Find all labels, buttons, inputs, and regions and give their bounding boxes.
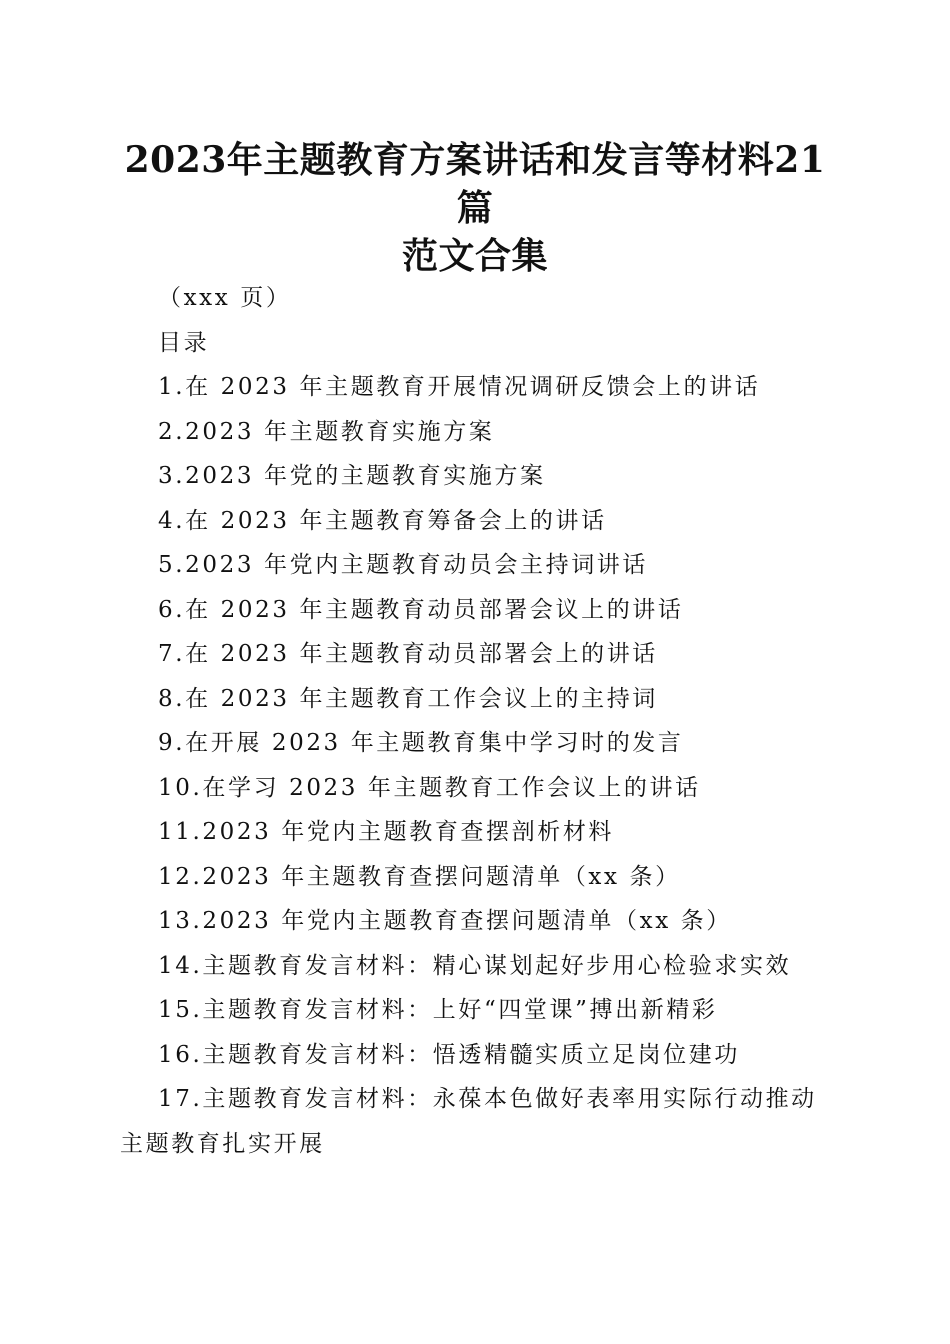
toc-item: 8.在 2023 年主题教育工作会议上的主持词 <box>158 685 658 712</box>
toc-item: 14.主题教育发言材料：精心谋划起好步用心检验求实效 <box>158 952 792 979</box>
toc-item: 2.2023 年主题教育实施方案 <box>158 418 495 445</box>
toc-item: 9.在开展 2023 年主题教育集中学习时的发言 <box>158 730 684 756</box>
toc-item: 7.在 2023 年主题教育动员部署会上的讲话 <box>158 641 658 667</box>
page-count: （xxx 页） <box>158 285 292 311</box>
toc-item: 6.在 2023 年主题教育动员部署会议上的讲话 <box>158 596 684 623</box>
toc-item: 1.在 2023 年主题教育开展情况调研反馈会上的讲话 <box>158 374 761 400</box>
document-body <box>120 276 840 1166</box>
toc-item: 5.2023 年党内主题教育动员会主持词讲话 <box>158 552 648 578</box>
title-line-2: 范文合集 <box>401 235 548 277</box>
toc-item: 12.2023 年主题教育查摆问题清单（xx 条） <box>158 863 681 890</box>
toc-item: 3.2023 年党的主题教育实施方案 <box>158 463 546 489</box>
title-line-1: 2023年主题教育方案讲话和发言等材料21篇 <box>124 139 826 229</box>
toc-item: 16.主题教育发言材料：悟透精髓实质立足岗位建功 <box>158 1041 740 1068</box>
toc-item: 10.在学习 2023 年主题教育工作会议上的讲话 <box>158 774 701 801</box>
toc-item: 4.在 2023 年主题教育筹备会上的讲话 <box>158 507 607 534</box>
document-title <box>110 136 840 280</box>
toc-item: 17.主题教育发言材料：永葆本色做好表率用实际行动推动主题教育扎实开展 <box>120 1086 817 1157</box>
toc-heading: 目录 <box>158 329 210 356</box>
toc-item: 13.2023 年党内主题教育查摆问题清单（xx 条） <box>158 908 732 934</box>
toc-item: 15.主题教育发言材料：上好“四堂课”搏出新精彩 <box>158 997 718 1023</box>
toc-item: 11.2023 年党内主题教育查摆剖析材料 <box>158 819 615 845</box>
